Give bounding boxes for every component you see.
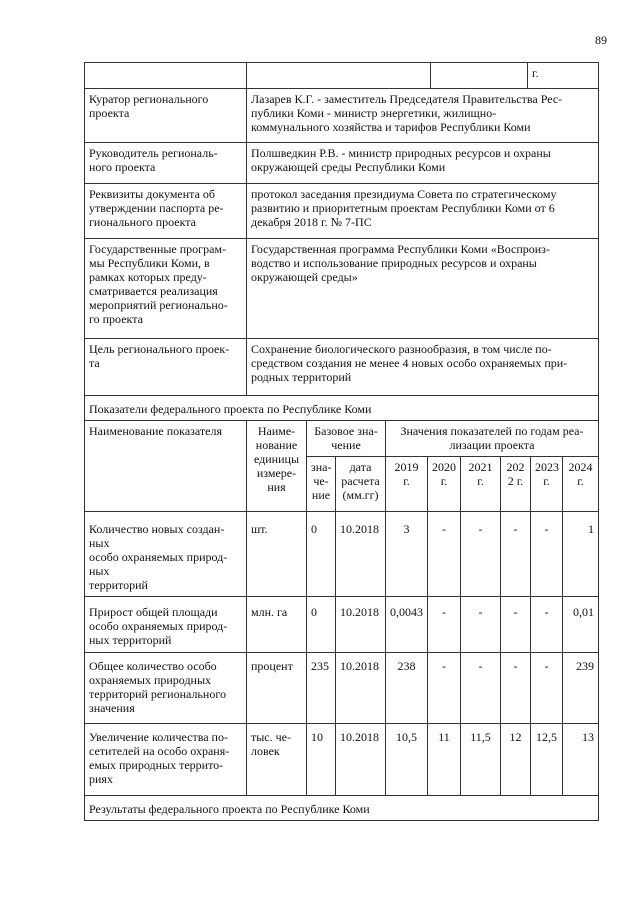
indicator-4-2024: 13 [562,723,599,796]
indicator-1-base-value: 0 [306,511,336,597]
top-row-cell-1 [84,62,247,89]
indicator-2-unit: млн. га [246,596,307,653]
goal-value: Сохранение биологического разнообразия, в том числе по- средством создания не менее 4 новых особо охраняемых при- родных территорий [246,338,599,396]
indicator-1-name: Количество новых создан- ных особо охраняемых природ- ных территорий [84,511,247,597]
indicator-2-2022: - [500,596,531,653]
indicator-4-2023: 12,5 [530,723,563,796]
indicator-3-2024: 239 [562,652,599,724]
indicator-3-unit: процент [246,652,307,724]
indicator-4-2019: 10,5 [385,723,428,796]
indicator-3-2022: - [500,652,531,724]
header-base: Базовое зна- чение [306,420,386,457]
indicator-4-2021: 11,5 [460,723,501,796]
indicator-1-2022: - [500,511,531,597]
indicator-3-base-date: 10.2018 [335,652,386,724]
indicator-4-name: Увеличение количества по- сетителей на особо охраня- емых природных террито- риях [84,723,247,796]
indicator-1-unit: шт. [246,511,307,597]
header-year-2022: 202 2 г. [500,456,531,512]
indicator-1-2021: - [460,511,501,597]
indicator-1-2019: 3 [385,511,428,597]
header-year-2021: 2021 г. [460,456,501,512]
page-number: 89 [595,33,607,47]
indicators-section-title: Показатели федерального проекта по Республике Коми [84,395,599,421]
header-indicator-name: Наименование показателя [84,420,247,512]
indicator-4-2022: 12 [500,723,531,796]
indicator-3-base-value: 235 [306,652,336,724]
goal-label: Цель регионального проек- та [84,338,247,396]
indicator-3-name: Общее количество особо охраняемых природных территорий регионального значения [84,652,247,724]
indicator-2-base-value: 0 [306,596,336,653]
indicator-2-2024: 0,01 [562,596,599,653]
header-years-title: Значения показателей по годам реа- лизации проекта [385,420,599,457]
indicator-2-base-date: 10.2018 [335,596,386,653]
header-year-2023: 2023 г. [530,456,563,512]
indicator-2-2019: 0,0043 [385,596,428,653]
indicator-1-2024: 1 [562,511,599,597]
header-year-2024: 2024 г. [562,456,599,512]
header-year-2019: 2019 г. [385,456,428,512]
header-unit: Наиме- нование единицы измере- ния [246,420,307,512]
indicator-3-2023: - [530,652,563,724]
indicator-2-2023: - [530,596,563,653]
indicator-4-2020: 11 [427,723,461,796]
header-year-2020: 2020 г. [427,456,461,512]
results-section-title: Результаты федерального проекта по Республике Коми [84,795,599,821]
indicator-1-2023: - [530,511,563,597]
state-programs-label: Государственные програм- мы Республики Коми, в рамках которых преду- сматривается реализация мероприятий регионально- го проекта [84,238,247,339]
curator-label: Куратор регионального проекта [84,88,247,143]
indicator-1-2020: - [427,511,461,597]
indicator-1-base-date: 10.2018 [335,511,386,597]
indicator-4-base-date: 10.2018 [335,723,386,796]
header-base-date: дата расчета (мм.гг) [335,456,386,512]
indicator-2-2021: - [460,596,501,653]
indicator-4-base-value: 10 [306,723,336,796]
approval-doc-label: Реквизиты документа об утверждении паспорта ре- гионального проекта [84,183,247,239]
header-base-value: зна- че- ние [306,456,336,512]
indicator-3-2021: - [460,652,501,724]
indicator-4-unit: тыс. че- ловек [246,723,307,796]
indicator-2-name: Прирост общей площади особо охраняемых природ- ных территорий [84,596,247,653]
top-row-year: г. [527,62,599,89]
state-programs-value: Государственная программа Республики Коми «Воспроиз- водство и использование природных ресурсов и охраны окружающей среды» [246,238,599,339]
curator-value: Лазарев К.Г. - заместитель Председателя Правительства Рес- публики Коми - министр энергетики, жилищно- коммунального хозяйства и тарифов Республики Коми [246,88,599,143]
top-row-cell-3 [430,62,528,89]
approval-doc-value: протокол заседания президиума Совета по стратегическому развитию и приоритетным проектам Республики Коми от 6 декабря 2018 г. № 7-ПС [246,183,599,239]
manager-label: Руководитель региональ- ного проекта [84,142,247,184]
indicator-2-2020: - [427,596,461,653]
top-row-cell-2 [246,62,431,89]
indicator-3-2020: - [427,652,461,724]
indicator-3-2019: 238 [385,652,428,724]
manager-value: Полшведкин Р.В. - министр природных ресурсов и охраны окружающей среды Республики Коми [246,142,599,184]
